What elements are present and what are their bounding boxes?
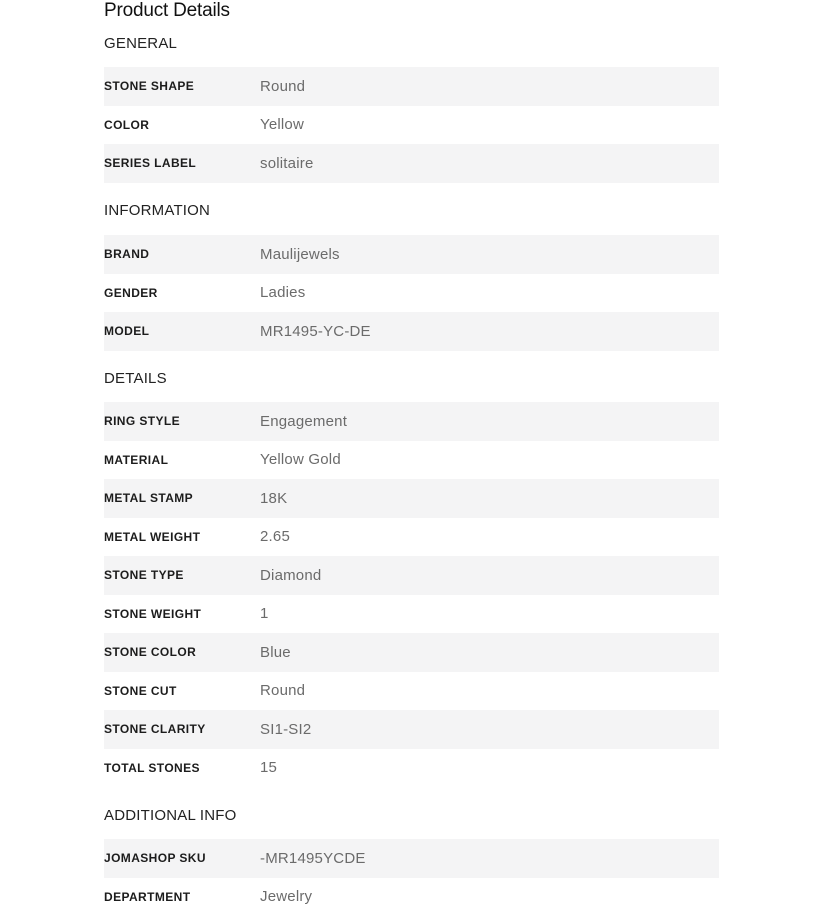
spec-label: STONE CUT — [104, 683, 177, 698]
spec-label: STONE WEIGHT — [104, 606, 202, 621]
spec-value: Round — [260, 77, 306, 95]
spec-table — [104, 235, 719, 351]
section-title: DETAILS — [104, 370, 167, 387]
spec-row — [104, 518, 719, 557]
section-additional-info — [104, 805, 719, 906]
spec-label: DEPARTMENT — [104, 889, 191, 904]
section-title: INFORMATION — [104, 202, 211, 219]
spec-label: METAL WEIGHT — [104, 529, 201, 544]
spec-label: STONE SHAPE — [104, 79, 195, 94]
spec-label: JOMASHOP SKU — [104, 851, 206, 866]
spec-row — [104, 839, 719, 878]
spec-value: Maulijewels — [260, 245, 340, 263]
spec-row — [104, 633, 719, 672]
spec-label: METAL STAMP — [104, 491, 194, 506]
spec-value: Yellow — [260, 116, 305, 134]
spec-value: MR1495-YC-DE — [260, 322, 371, 340]
spec-row — [104, 672, 719, 711]
spec-label: STONE COLOR — [104, 645, 197, 660]
spec-row — [104, 556, 719, 595]
spec-row — [104, 595, 719, 634]
spec-value: 15 — [260, 759, 278, 777]
spec-row — [104, 749, 719, 788]
spec-table — [104, 839, 719, 912]
spec-value: Engagement — [260, 412, 348, 430]
spec-row — [104, 67, 719, 106]
spec-value: 1 — [260, 605, 269, 623]
spec-value: SI1-SI2 — [260, 720, 312, 738]
spec-row — [104, 274, 719, 313]
spec-row — [104, 106, 719, 145]
spec-row — [104, 402, 719, 441]
page-title: Product Details — [104, 0, 230, 21]
spec-label: COLOR — [104, 117, 150, 132]
spec-row — [104, 441, 719, 480]
section-details — [104, 368, 719, 777]
spec-row — [104, 312, 719, 351]
spec-value: Blue — [260, 643, 291, 661]
section-title: GENERAL — [104, 35, 178, 52]
spec-table — [104, 402, 719, 787]
section-information — [104, 200, 719, 340]
spec-label: TOTAL STONES — [104, 760, 200, 775]
spec-label: STONE TYPE — [104, 568, 184, 583]
spec-value: 2.65 — [260, 528, 290, 546]
spec-label: MODEL — [104, 324, 150, 339]
spec-value: Jewelry — [260, 888, 313, 906]
spec-value: Yellow Gold — [260, 451, 341, 469]
spec-value: Diamond — [260, 566, 322, 584]
product-details-panel — [104, 0, 719, 906]
spec-label: MATERIAL — [104, 452, 169, 467]
spec-value: Ladies — [260, 284, 306, 302]
spec-row — [104, 235, 719, 274]
section-general — [104, 33, 719, 172]
spec-row — [104, 710, 719, 749]
spec-label: BRAND — [104, 247, 150, 262]
spec-value: Round — [260, 682, 306, 700]
spec-value: solitaire — [260, 154, 314, 172]
spec-row — [104, 144, 719, 183]
spec-label: RING STYLE — [104, 414, 181, 429]
spec-value: 18K — [260, 489, 288, 507]
spec-value: -MR1495YCDE — [260, 849, 366, 867]
spec-table — [104, 67, 719, 183]
spec-row — [104, 878, 719, 912]
section-title: ADDITIONAL INFO — [104, 807, 237, 824]
spec-label: GENDER — [104, 285, 158, 300]
spec-row — [104, 479, 719, 518]
spec-label: STONE CLARITY — [104, 722, 206, 737]
spec-label: SERIES LABEL — [104, 156, 197, 171]
